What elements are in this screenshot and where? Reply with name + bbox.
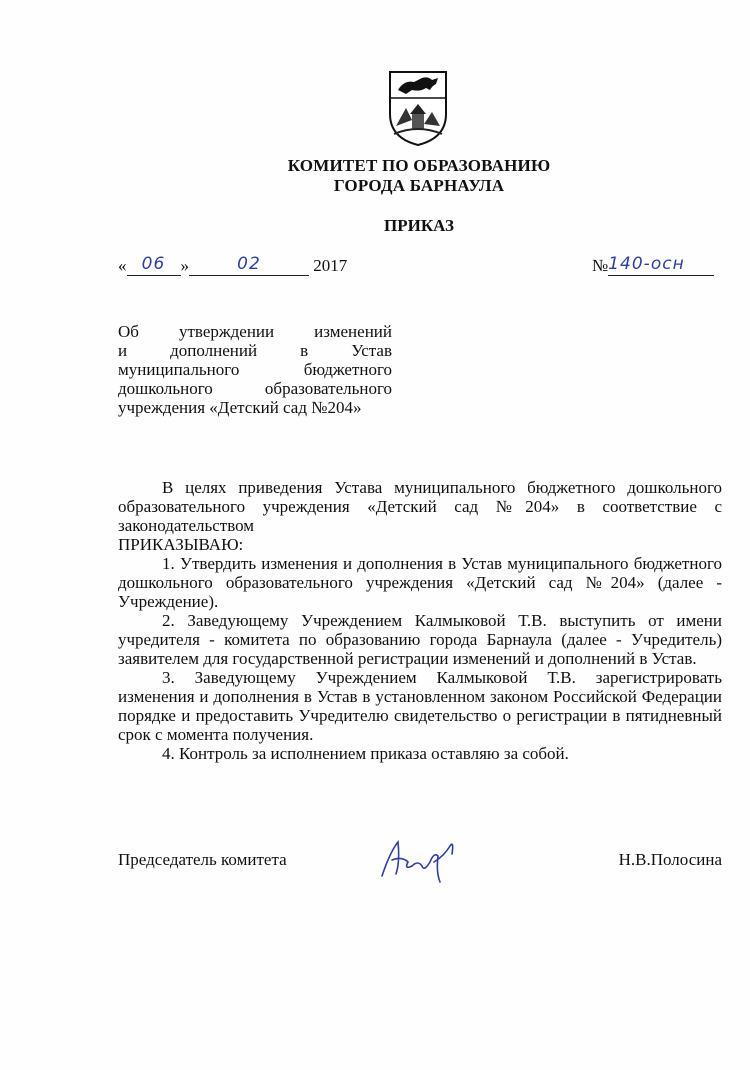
order-item: 4. Контроль за исполнением приказа оставляю за собой. — [162, 744, 569, 763]
signatory-name: Н.В.Полосина — [618, 850, 722, 869]
handwritten-signature — [378, 832, 462, 886]
order-item: 2. Заведующему Учреждением Калмыковой Т.В. выступить от имени учредителя - комитета по образованию города Барнаула (далее - Учредитель) заявителем для государственной регистрации изменений и дополнений в Устав. — [118, 611, 722, 668]
close-quote: » — [180, 256, 189, 275]
subject-line: муниципального бюджетного — [118, 360, 392, 379]
order-year: 2017 — [313, 256, 348, 275]
signatory-position: Председатель комитета — [118, 850, 287, 869]
order-word: ПРИКАЗЫВАЮ: — [118, 535, 244, 554]
order-body — [118, 478, 722, 763]
number-sign: № — [592, 256, 609, 275]
organization-name-line1: КОМИТЕТ ПО ОБРАЗОВАНИЮ — [287, 156, 551, 175]
order-subject — [118, 322, 392, 417]
subject-line: и дополнений в Устав — [118, 341, 392, 360]
order-item: 1. Утвердить изменения и дополнения в Устав муниципального бюджетного дошкольного образовательного учреждения «Детский сад №204» (далее - Учреждение). — [118, 554, 722, 611]
subject-line: дошкольного образовательного — [118, 379, 392, 398]
organization-name-line2: ГОРОДА БАРНАУЛА — [333, 176, 505, 195]
number-blank — [608, 254, 714, 276]
subject-line: Об утверждении изменений — [118, 322, 392, 341]
barnaul-coat-of-arms-icon — [386, 68, 450, 148]
order-item: 3. Заведующему Учреждением Калмыковой Т.В. зарегистрировать изменения и дополнения в Устав в установленном законом Российской Федерации порядке и предоставить Учредителю свидетельство о регистрации в пятидневный срок с момента получения. — [118, 668, 722, 744]
open-quote: « — [118, 256, 127, 275]
preamble-paragraph: В целях приведения Устава муниципального бюджетного дошкольного образовательного учреждения «Детский сад №204» в соответствие с законодательством — [118, 478, 722, 535]
order-day: 06 — [141, 254, 166, 274]
order-number-value: 140-осн — [608, 254, 685, 274]
order-date — [118, 256, 347, 276]
subject-line: учреждения «Детский сад №204» — [118, 398, 362, 417]
order-number — [592, 256, 714, 276]
order-month: 02 — [237, 254, 261, 274]
day-blank — [127, 254, 181, 276]
document-type-title: ПРИКАЗ — [384, 216, 454, 235]
month-blank — [189, 254, 309, 276]
